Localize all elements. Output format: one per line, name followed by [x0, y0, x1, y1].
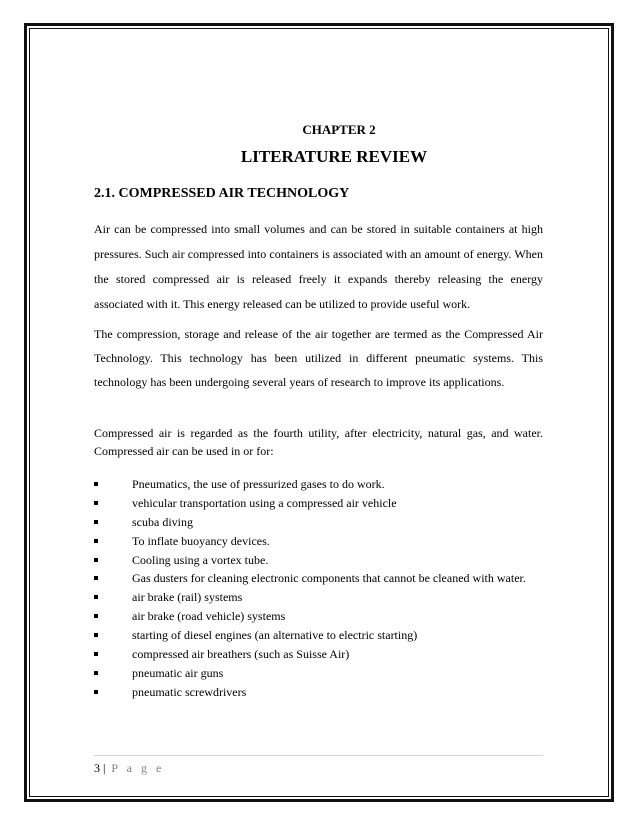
list-item [94, 683, 554, 702]
list-item [94, 626, 554, 645]
paragraph-utility: Compressed air is regarded as the fourth utility, after electricity, natural gas, and water. Compressed air can be used in or for: [94, 426, 543, 458]
section-heading: 2.1. COMPRESSED AIR TECHNOLOGY [94, 186, 350, 201]
list-item-text: vehicular transportation using a compressed air vehicle [132, 495, 397, 510]
page-number: 3 [94, 761, 100, 775]
bullet-icon [94, 633, 98, 637]
uses-list [94, 475, 554, 702]
list-item-text: starting of diesel engines (an alternative to electric starting) [132, 628, 418, 643]
list-item-text: scuba diving [132, 514, 193, 529]
bullet-icon [94, 614, 98, 618]
bullet-icon [94, 671, 98, 675]
list-item-text: compressed air breathers (such as Suisse Air) [132, 647, 350, 662]
list-item-text: pneumatic screwdrivers [132, 684, 247, 699]
page-label: P a g e [111, 761, 165, 775]
list-item [94, 569, 554, 588]
list-item [94, 645, 554, 664]
bullet-icon [94, 539, 98, 543]
chapter-title: LITERATURE REVIEW [240, 147, 428, 166]
list-item [94, 551, 554, 570]
paragraph-technology: The compression, storage and release of the air together are termed as the Compressed Air Technology. This technology has been utilized in different pneumatic systems. This technology has been undergoing several years of research to improve its applications. [94, 327, 543, 389]
bullet-icon [94, 558, 98, 562]
bullet-icon [94, 690, 98, 694]
footer-divider [94, 755, 543, 756]
bullet-icon [94, 576, 98, 580]
bullet-icon [94, 482, 98, 486]
bullet-icon [94, 652, 98, 656]
list-item-text: air brake (road vehicle) systems [132, 609, 286, 624]
list-item [94, 664, 554, 683]
list-item [94, 532, 554, 551]
list-item [94, 588, 554, 607]
list-item-text: Pneumatics, the use of pressurized gases to do work. [132, 477, 385, 491]
bullet-icon [94, 520, 98, 524]
bullet-icon [94, 595, 98, 599]
footer-separator: | [103, 761, 106, 775]
list-item-text: air brake (rail) systems [132, 590, 243, 605]
chapter-label: CHAPTER 2 [302, 122, 376, 137]
list-item [94, 607, 554, 626]
list-item [94, 475, 554, 494]
list-item-text: Cooling using a vortex tube. [132, 552, 269, 567]
list-item-text: To inflate buoyancy devices. [132, 533, 270, 548]
list-item [94, 494, 554, 513]
list-item [94, 513, 554, 532]
page-footer [94, 761, 164, 776]
bullet-icon [94, 501, 98, 505]
list-item-text: Gas dusters for cleaning electronic components that cannot be cleaned with water. [132, 571, 526, 586]
list-item-text: pneumatic air guns [132, 665, 224, 680]
paragraph-intro: Air can be compressed into small volumes and can be stored in suitable containers at high pressures. Such air compressed into containers is associated with an amount of energy. When the stored compressed air is released freely it expands thereby releasing the energy associated with it. This energy released can be utilized to provide useful work. [94, 222, 543, 311]
